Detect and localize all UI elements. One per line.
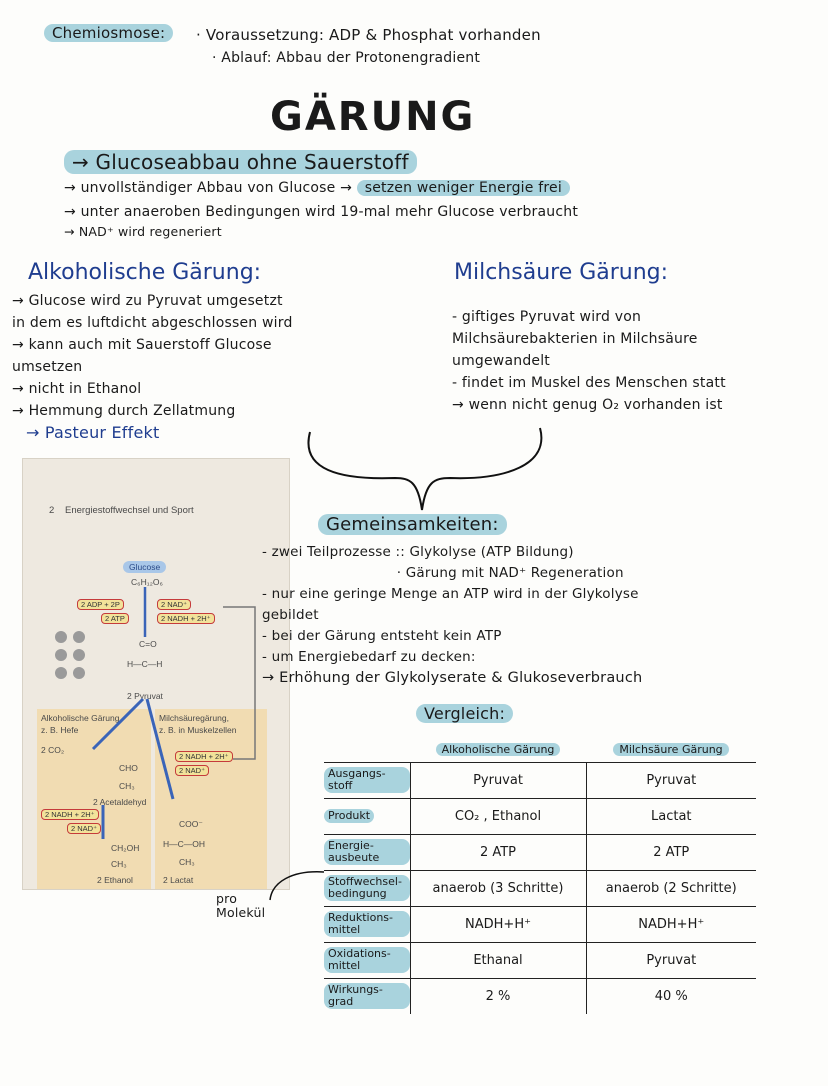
textbook-figure xyxy=(22,458,290,890)
row-label: Stoffwechsel-bedingung xyxy=(324,870,410,906)
gemeinsam-line: gebildet xyxy=(262,607,319,623)
table-cell: 40 % xyxy=(586,978,756,1014)
page-title: GÄRUNG xyxy=(270,94,476,140)
table-cell: 2 % xyxy=(410,978,586,1014)
gemeinsam-line: · Gärung mit NAD⁺ Regeneration xyxy=(262,565,624,581)
pyruvat-hch: H—C—H xyxy=(127,659,163,669)
table-cell: anaerob (2 Schritte) xyxy=(586,870,756,906)
gemeinsam-line: - zwei Teilprozesse :: Glykolyse (ATP Bildung) xyxy=(262,544,574,560)
table-row xyxy=(324,798,756,834)
table-row xyxy=(324,762,756,798)
intro-point2: → unter anaeroben Bedingungen wird 19-mal mehr Glucose verbraucht xyxy=(64,204,579,220)
gemeinsam-notes xyxy=(262,542,642,689)
ethanol-ch2oh: CH₂OH xyxy=(111,843,140,853)
intro-main: → Glucoseabbau ohne Sauerstoff xyxy=(64,150,417,174)
table-cell: anaerob (3 Schritte) xyxy=(410,870,586,906)
nad-tag-2: 2 NAD⁺ xyxy=(175,765,209,776)
row-label: Oxidations-mittel xyxy=(324,942,410,978)
column-header: Alkoholische Gärung xyxy=(410,738,586,762)
figure-chapter-number: 2 xyxy=(49,505,55,516)
table-cell: 2 ATP xyxy=(410,834,586,870)
nad-tag-3: 2 NAD⁺ xyxy=(67,823,101,834)
pathway-arrows xyxy=(23,459,291,891)
column-header: Milchsäure Gärung xyxy=(586,738,756,762)
table-cell: CO₂ , Ethanol xyxy=(410,798,586,834)
adp-tag: 2 ADP + 2P xyxy=(77,599,124,610)
acetaldehyd-cho: CHO xyxy=(119,763,138,773)
milch-label-1: Milchsäuregärung, xyxy=(159,713,229,723)
gemeinsam-line: - bei der Gärung entsteht kein ATP xyxy=(262,628,502,644)
row-label: Reduktions-mittel xyxy=(324,906,410,942)
ethanol-label: 2 Ethanol xyxy=(97,875,133,885)
milch-line: umgewandelt xyxy=(452,353,550,369)
glucose-formula: C₆H₁₂O₆ xyxy=(131,577,163,587)
glucose-label: Glucose xyxy=(123,561,166,573)
milch-line: → wenn nicht genug O₂ vorhanden ist xyxy=(452,397,723,413)
intro-point1: → unvollständiger Abbau von Glucose → setzen weniger Energie frei xyxy=(64,180,570,196)
table-row xyxy=(324,942,756,978)
row-label: Ausgangs-stoff xyxy=(324,762,410,798)
row-label: Produkt xyxy=(324,798,410,834)
annotation-arrow xyxy=(262,864,332,904)
pyruvat-ceo: C=O xyxy=(139,639,157,649)
table-row xyxy=(324,870,756,906)
ablauf-text: · Ablauf: Abbau der Protonengradient xyxy=(212,50,481,66)
gemeinsam-line: → Erhöhung der Glykolyserate & Glukoseverbrauch xyxy=(262,670,643,686)
pro-molekuel-note: pro Molekül xyxy=(216,891,266,920)
lactat-coo: COO⁻ xyxy=(179,819,203,829)
gemeinsam-heading: Gemeinsamkeiten: xyxy=(318,514,507,535)
lactat-label: 2 Lactat xyxy=(163,875,194,885)
comparison-table xyxy=(324,738,756,1014)
pasteur-effekt: → Pasteur Effekt xyxy=(26,423,160,442)
milch-line: - giftiges Pyruvat wird von xyxy=(452,309,642,325)
alkohol-notes xyxy=(12,290,293,444)
voraussetzung-text: · Voraussetzung: ADP & Phosphat vorhanden xyxy=(196,26,541,44)
lactat-hcoh: H—C—OH xyxy=(163,839,206,849)
alkohol-heading: Alkoholische Gärung: xyxy=(28,260,262,285)
table-cell: Pyruvat xyxy=(586,762,756,798)
acetaldehyd-ch3: CH₃ xyxy=(119,781,135,791)
alkohol-line: → kann auch mit Sauerstoff Glucose xyxy=(12,337,272,353)
lactat-ch3: CH₃ xyxy=(179,857,195,867)
intro-point3: → NAD⁺ wird regeneriert xyxy=(64,224,222,239)
atp-tag: 2 ATP xyxy=(101,613,129,624)
milch-line: Milchsäurebakterien in Milchsäure xyxy=(452,331,698,347)
alk-label-2: z. B. Hefe xyxy=(41,725,79,735)
nadh-tag: 2 NADH + 2H⁺ xyxy=(157,613,215,624)
table-row xyxy=(324,906,756,942)
nadh-tag-3: 2 NADH + 2H⁺ xyxy=(41,809,99,820)
milch-notes xyxy=(452,306,726,416)
alk-label-1: Alkoholische Gärung, xyxy=(41,713,122,723)
ethanol-ch3: CH₃ xyxy=(111,859,127,869)
nadh-tag-2: 2 NADH + 2H⁺ xyxy=(175,751,233,762)
acetaldehyd-label: 2 Acetaldehyd xyxy=(93,797,147,807)
table-cell: Pyruvat xyxy=(586,942,756,978)
co2-label: 2 CO₂ xyxy=(41,745,65,755)
table-row xyxy=(324,834,756,870)
milch-line: - findet im Muskel des Menschen statt xyxy=(452,375,726,391)
table-header-row xyxy=(324,738,756,762)
table-cell: 2 ATP xyxy=(586,834,756,870)
table-cell: NADH+H⁺ xyxy=(586,906,756,942)
table-cell: Lactat xyxy=(586,798,756,834)
gemeinsam-line: - nur eine geringe Menge an ATP wird in der Glykolyse xyxy=(262,586,639,602)
nad-tag: 2 NAD⁺ xyxy=(157,599,191,610)
table-row xyxy=(324,978,756,1014)
table-cell: NADH+H⁺ xyxy=(410,906,586,942)
row-label: Wirkungs-grad xyxy=(324,978,410,1014)
milch-heading: Milchsäure Gärung: xyxy=(454,260,669,285)
table-cell: Ethanal xyxy=(410,942,586,978)
alkohol-line: umsetzen xyxy=(12,359,83,375)
figure-chapter-title: Energiestoffwechsel und Sport xyxy=(65,505,194,516)
alkohol-line: → Glucose wird zu Pyruvat umgesetzt xyxy=(12,293,283,309)
vergleich-heading: Vergleich: xyxy=(416,704,513,723)
alkohol-line: → nicht in Ethanol xyxy=(12,381,142,397)
table-cell: Pyruvat xyxy=(410,762,586,798)
brace-drawing xyxy=(300,420,560,520)
chemiosmose-label: Chemiosmose: xyxy=(44,24,173,42)
alkohol-line: → Hemmung durch Zellatmung xyxy=(12,403,236,419)
pyruvat-label: 2 Pyruvat xyxy=(127,691,163,701)
alkohol-line: in dem es luftdicht abgeschlossen wird xyxy=(12,315,293,331)
gemeinsam-line: - um Energiebedarf zu decken: xyxy=(262,649,476,665)
milch-label-2: z. B. in Muskelzellen xyxy=(159,725,237,735)
row-label: Energie-ausbeute xyxy=(324,834,410,870)
